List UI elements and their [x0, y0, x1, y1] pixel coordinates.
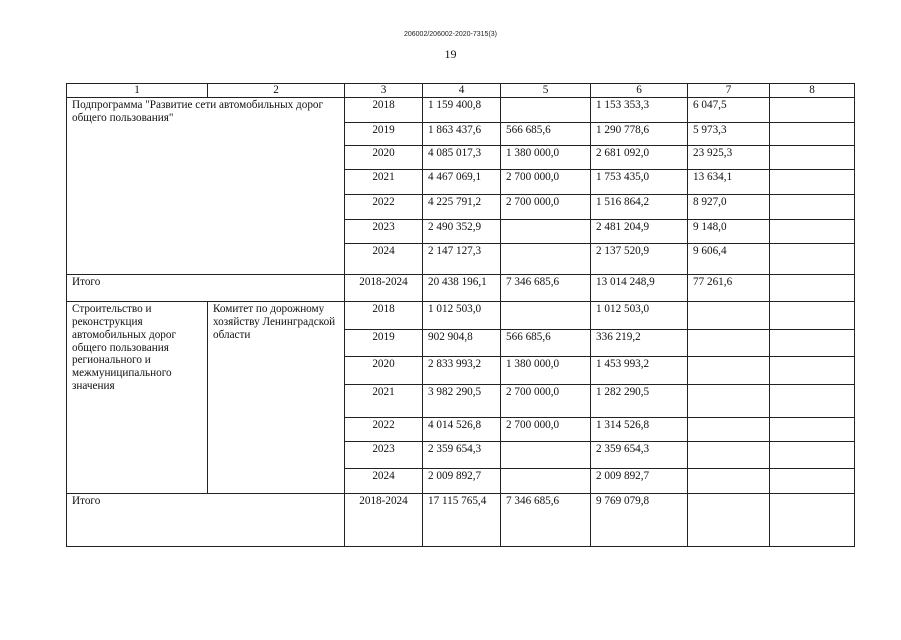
col7-cell: 13 634,1 — [688, 169, 770, 194]
col4-cell: 2 359 654,3 — [423, 441, 501, 468]
col7-cell: 5 973,3 — [688, 122, 770, 145]
col4-cell: 902 904,8 — [423, 329, 501, 356]
year-cell: 2020 — [345, 145, 423, 169]
col4-cell: 1 863 437,6 — [423, 122, 501, 145]
col7-cell — [688, 329, 770, 356]
col6-cell: 336 219,2 — [591, 329, 688, 356]
column-header: 1 — [67, 84, 208, 98]
col5-cell: 2 700 000,0 — [501, 169, 591, 194]
column-header: 4 — [423, 84, 501, 98]
col6-cell: 1 753 435,0 — [591, 169, 688, 194]
col6-cell: 2 009 892,7 — [591, 468, 688, 493]
subprogram-row — [67, 97, 855, 122]
col5-cell: 2 700 000,0 — [501, 384, 591, 417]
year-cell: 2018 — [345, 301, 423, 329]
col5-cell: 566 685,6 — [501, 122, 591, 145]
year-cell: 2020 — [345, 356, 423, 384]
col7-cell — [688, 468, 770, 493]
col4-cell: 17 115 765,4 — [423, 493, 501, 546]
col8-cell — [770, 194, 855, 219]
col7-cell — [688, 493, 770, 546]
col7-cell — [688, 301, 770, 329]
col4-cell: 2 833 993,2 — [423, 356, 501, 384]
col6-cell: 9 769 079,8 — [591, 493, 688, 546]
col4-cell: 1 159 400,8 — [423, 97, 501, 122]
year-cell: 2023 — [345, 219, 423, 243]
col4-cell: 2 009 892,7 — [423, 468, 501, 493]
col5-cell — [501, 468, 591, 493]
year-cell: 2019 — [345, 329, 423, 356]
document-code: 206002/206002-2020-7315(3) — [403, 31, 498, 38]
col8-cell — [770, 122, 855, 145]
col8-cell — [770, 243, 855, 274]
total-label: Итого — [67, 493, 345, 546]
col6-cell: 1 282 290,5 — [591, 384, 688, 417]
subprogram-total-row — [67, 274, 855, 301]
col7-cell — [688, 384, 770, 417]
col8-cell — [770, 145, 855, 169]
col7-cell — [688, 441, 770, 468]
col5-cell: 1 380 000,0 — [501, 145, 591, 169]
col7-cell — [688, 356, 770, 384]
col6-cell: 1 516 864,2 — [591, 194, 688, 219]
budget-table — [66, 83, 855, 547]
col5-cell: 2 700 000,0 — [501, 417, 591, 441]
col6-cell: 1 453 993,2 — [591, 356, 688, 384]
col6-cell: 2 481 204,9 — [591, 219, 688, 243]
col8-cell — [770, 169, 855, 194]
col7-cell: 23 925,3 — [688, 145, 770, 169]
col4-cell: 1 012 503,0 — [423, 301, 501, 329]
col8-cell — [770, 468, 855, 493]
activity-total-row — [67, 493, 855, 546]
col5-cell — [501, 243, 591, 274]
total-period: 2018-2024 — [345, 274, 423, 301]
col5-cell: 566 685,6 — [501, 329, 591, 356]
year-cell: 2024 — [345, 468, 423, 493]
column-header: 3 — [345, 84, 423, 98]
activity-name: Строительство и реконструкция автомобильных дорог общего пользования регионального и межмуниципального значения — [67, 301, 208, 493]
col6-cell: 1 153 353,3 — [591, 97, 688, 122]
col8-cell — [770, 441, 855, 468]
col6-cell: 1 012 503,0 — [591, 301, 688, 329]
column-header: 2 — [208, 84, 345, 98]
col5-cell: 2 700 000,0 — [501, 194, 591, 219]
year-cell: 2019 — [345, 122, 423, 145]
page-number: 19 — [444, 47, 457, 61]
col5-cell — [501, 301, 591, 329]
col5-cell: 7 346 685,6 — [501, 274, 591, 301]
col4-cell: 4 225 791,2 — [423, 194, 501, 219]
col8-cell — [770, 356, 855, 384]
activity-row — [67, 301, 855, 329]
col7-cell: 9 606,4 — [688, 243, 770, 274]
activity-executor: Комитет по дорожному хозяйству Ленинградской области — [208, 301, 345, 493]
col5-cell — [501, 219, 591, 243]
col4-cell: 4 085 017,3 — [423, 145, 501, 169]
year-cell: 2024 — [345, 243, 423, 274]
column-header: 7 — [688, 84, 770, 98]
col4-cell: 4 467 069,1 — [423, 169, 501, 194]
col8-cell — [770, 493, 855, 546]
col7-cell — [688, 417, 770, 441]
col7-cell: 8 927,0 — [688, 194, 770, 219]
col6-cell: 1 290 778,6 — [591, 122, 688, 145]
column-header: 8 — [770, 84, 855, 98]
year-cell: 2018 — [345, 97, 423, 122]
col4-cell: 3 982 290,5 — [423, 384, 501, 417]
col6-cell: 13 014 248,9 — [591, 274, 688, 301]
col8-cell — [770, 384, 855, 417]
col5-cell — [501, 441, 591, 468]
year-cell: 2021 — [345, 169, 423, 194]
total-period: 2018-2024 — [345, 493, 423, 546]
col6-cell: 2 681 092,0 — [591, 145, 688, 169]
column-header: 6 — [591, 84, 688, 98]
col8-cell — [770, 301, 855, 329]
col4-cell: 4 014 526,8 — [423, 417, 501, 441]
col8-cell — [770, 219, 855, 243]
col8-cell — [770, 97, 855, 122]
col5-cell: 1 380 000,0 — [501, 356, 591, 384]
column-header: 5 — [501, 84, 591, 98]
col4-cell: 2 147 127,3 — [423, 243, 501, 274]
col8-cell — [770, 417, 855, 441]
subprogram-title: Подпрограмма "Развитие сети автомобильных дорог общего пользования" — [67, 97, 345, 274]
year-cell: 2021 — [345, 384, 423, 417]
total-label: Итого — [67, 274, 345, 301]
year-cell: 2023 — [345, 441, 423, 468]
col4-cell: 2 490 352,9 — [423, 219, 501, 243]
year-cell: 2022 — [345, 417, 423, 441]
year-cell: 2022 — [345, 194, 423, 219]
col5-cell — [501, 97, 591, 122]
col7-cell: 6 047,5 — [688, 97, 770, 122]
col6-cell: 1 314 526,8 — [591, 417, 688, 441]
col6-cell: 2 359 654,3 — [591, 441, 688, 468]
col4-cell: 20 438 196,1 — [423, 274, 501, 301]
col8-cell — [770, 329, 855, 356]
col7-cell: 77 261,6 — [688, 274, 770, 301]
col7-cell: 9 148,0 — [688, 219, 770, 243]
col5-cell: 7 346 685,6 — [501, 493, 591, 546]
col6-cell: 2 137 520,9 — [591, 243, 688, 274]
column-header-row — [67, 84, 855, 98]
col8-cell — [770, 274, 855, 301]
